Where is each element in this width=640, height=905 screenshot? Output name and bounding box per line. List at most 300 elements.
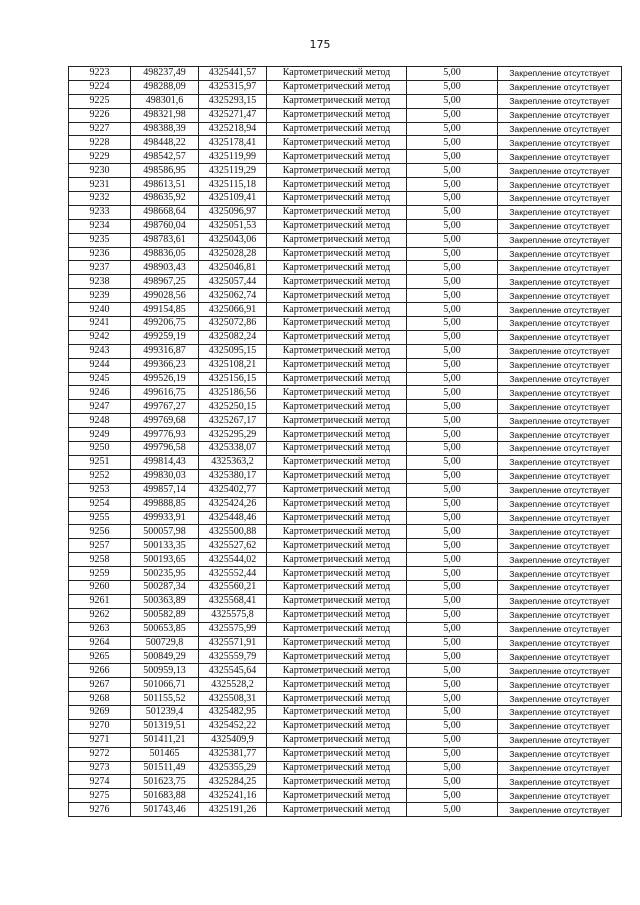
- x-coordinate-cell: 499028,56: [131, 289, 199, 303]
- fixation-note-cell: Закрепление отсутствует: [498, 247, 622, 261]
- table-row: [69, 330, 622, 344]
- table-row: [69, 553, 622, 567]
- fixation-note-cell: Закрепление отсутствует: [498, 803, 622, 817]
- x-coordinate-cell: 500057,98: [131, 525, 199, 539]
- y-coordinate-cell: 4325315,97: [199, 80, 267, 94]
- accuracy-cell: 5,00: [407, 122, 498, 136]
- table-row: [69, 455, 622, 469]
- point-number-cell: 9273: [69, 761, 131, 775]
- fixation-note-cell: Закрепление отсутствует: [498, 705, 622, 719]
- y-coordinate-cell: 4325108,21: [199, 358, 267, 372]
- x-coordinate-cell: 500133,35: [131, 539, 199, 553]
- x-coordinate-cell: 500363,89: [131, 594, 199, 608]
- fixation-note-cell: Закрепление отсутствует: [498, 442, 622, 456]
- point-number-cell: 9272: [69, 747, 131, 761]
- point-number-cell: 9226: [69, 108, 131, 122]
- y-coordinate-cell: 4325482,95: [199, 705, 267, 719]
- coordinates-table: [68, 66, 622, 817]
- point-number-cell: 9265: [69, 650, 131, 664]
- point-number-cell: 9231: [69, 178, 131, 192]
- method-cell: Картометрический метод: [267, 455, 407, 469]
- table-row: [69, 803, 622, 817]
- method-cell: Картометрический метод: [267, 122, 407, 136]
- x-coordinate-cell: 500193,65: [131, 553, 199, 567]
- table-row: [69, 358, 622, 372]
- x-coordinate-cell: 500959,13: [131, 664, 199, 678]
- fixation-note-cell: Закрепление отсутствует: [498, 692, 622, 706]
- table-row: [69, 678, 622, 692]
- method-cell: Картометрический метод: [267, 205, 407, 219]
- method-cell: Картометрический метод: [267, 108, 407, 122]
- y-coordinate-cell: 4325363,2: [199, 455, 267, 469]
- fixation-note-cell: Закрепление отсутствует: [498, 719, 622, 733]
- accuracy-cell: 5,00: [407, 372, 498, 386]
- fixation-note-cell: Закрепление отсутствует: [498, 400, 622, 414]
- method-cell: Картометрический метод: [267, 803, 407, 817]
- fixation-note-cell: Закрепление отсутствует: [498, 789, 622, 803]
- fixation-note-cell: Закрепление отсутствует: [498, 164, 622, 178]
- y-coordinate-cell: 4325156,15: [199, 372, 267, 386]
- table-row: [69, 705, 622, 719]
- point-number-cell: 9264: [69, 636, 131, 650]
- accuracy-cell: 5,00: [407, 567, 498, 581]
- method-cell: Картометрический метод: [267, 164, 407, 178]
- method-cell: Картометрический метод: [267, 414, 407, 428]
- x-coordinate-cell: 501743,46: [131, 803, 199, 817]
- point-number-cell: 9266: [69, 664, 131, 678]
- y-coordinate-cell: 4325082,24: [199, 330, 267, 344]
- x-coordinate-cell: 500653,85: [131, 622, 199, 636]
- method-cell: Картометрический метод: [267, 247, 407, 261]
- accuracy-cell: 5,00: [407, 428, 498, 442]
- accuracy-cell: 5,00: [407, 178, 498, 192]
- point-number-cell: 9249: [69, 428, 131, 442]
- table-row: [69, 386, 622, 400]
- method-cell: Картометрический метод: [267, 344, 407, 358]
- x-coordinate-cell: 499857,14: [131, 483, 199, 497]
- y-coordinate-cell: 4325250,15: [199, 400, 267, 414]
- table-row: [69, 122, 622, 136]
- fixation-note-cell: Закрепление отсутствует: [498, 344, 622, 358]
- fixation-note-cell: Закрепление отсутствует: [498, 330, 622, 344]
- accuracy-cell: 5,00: [407, 594, 498, 608]
- accuracy-cell: 5,00: [407, 344, 498, 358]
- y-coordinate-cell: 4325043,06: [199, 233, 267, 247]
- method-cell: Картометрический метод: [267, 622, 407, 636]
- point-number-cell: 9242: [69, 330, 131, 344]
- y-coordinate-cell: 4325028,28: [199, 247, 267, 261]
- x-coordinate-cell: 501319,51: [131, 719, 199, 733]
- x-coordinate-cell: 501239,4: [131, 705, 199, 719]
- fixation-note-cell: Закрепление отсутствует: [498, 122, 622, 136]
- y-coordinate-cell: 4325046,81: [199, 261, 267, 275]
- fixation-note-cell: Закрепление отсутствует: [498, 483, 622, 497]
- accuracy-cell: 5,00: [407, 469, 498, 483]
- point-number-cell: 9239: [69, 289, 131, 303]
- point-number-cell: 9244: [69, 358, 131, 372]
- fixation-note-cell: Закрепление отсутствует: [498, 108, 622, 122]
- method-cell: Картометрический метод: [267, 94, 407, 108]
- accuracy-cell: 5,00: [407, 622, 498, 636]
- point-number-cell: 9267: [69, 678, 131, 692]
- fixation-note-cell: Закрепление отсутствует: [498, 511, 622, 525]
- table-row: [69, 636, 622, 650]
- point-number-cell: 9274: [69, 775, 131, 789]
- table-row: [69, 608, 622, 622]
- method-cell: Картометрический метод: [267, 483, 407, 497]
- method-cell: Картометрический метод: [267, 80, 407, 94]
- fixation-note-cell: Закрепление отсутствует: [498, 289, 622, 303]
- accuracy-cell: 5,00: [407, 414, 498, 428]
- table-row: [69, 775, 622, 789]
- table-row: [69, 317, 622, 331]
- x-coordinate-cell: 501683,88: [131, 789, 199, 803]
- point-number-cell: 9233: [69, 205, 131, 219]
- y-coordinate-cell: 4325527,62: [199, 539, 267, 553]
- x-coordinate-cell: 500235,95: [131, 567, 199, 581]
- point-number-cell: 9271: [69, 733, 131, 747]
- y-coordinate-cell: 4325057,44: [199, 275, 267, 289]
- accuracy-cell: 5,00: [407, 608, 498, 622]
- method-cell: Картометрический метод: [267, 428, 407, 442]
- accuracy-cell: 5,00: [407, 261, 498, 275]
- accuracy-cell: 5,00: [407, 525, 498, 539]
- accuracy-cell: 5,00: [407, 442, 498, 456]
- accuracy-cell: 5,00: [407, 511, 498, 525]
- point-number-cell: 9227: [69, 122, 131, 136]
- fixation-note-cell: Закрепление отсутствует: [498, 594, 622, 608]
- y-coordinate-cell: 4325338,07: [199, 442, 267, 456]
- accuracy-cell: 5,00: [407, 803, 498, 817]
- accuracy-cell: 5,00: [407, 400, 498, 414]
- table-row: [69, 275, 622, 289]
- point-number-cell: 9270: [69, 719, 131, 733]
- method-cell: Картометрический метод: [267, 705, 407, 719]
- y-coordinate-cell: 4325508,31: [199, 692, 267, 706]
- point-number-cell: 9259: [69, 567, 131, 581]
- table-row: [69, 247, 622, 261]
- x-coordinate-cell: 500849,29: [131, 650, 199, 664]
- table-row: [69, 539, 622, 553]
- fixation-note-cell: Закрепление отсутствует: [498, 261, 622, 275]
- method-cell: Картометрический метод: [267, 678, 407, 692]
- y-coordinate-cell: 4325115,18: [199, 178, 267, 192]
- x-coordinate-cell: 499814,43: [131, 455, 199, 469]
- table-row: [69, 108, 622, 122]
- table-row: [69, 192, 622, 206]
- accuracy-cell: 5,00: [407, 650, 498, 664]
- point-number-cell: 9255: [69, 511, 131, 525]
- x-coordinate-cell: 498613,51: [131, 178, 199, 192]
- method-cell: Картометрический метод: [267, 664, 407, 678]
- accuracy-cell: 5,00: [407, 317, 498, 331]
- coordinates-table-body: [69, 67, 622, 817]
- table-row: [69, 664, 622, 678]
- x-coordinate-cell: 498760,04: [131, 219, 199, 233]
- y-coordinate-cell: 4325191,26: [199, 803, 267, 817]
- fixation-note-cell: Закрепление отсутствует: [498, 539, 622, 553]
- point-number-cell: 9247: [69, 400, 131, 414]
- y-coordinate-cell: 4325559,79: [199, 650, 267, 664]
- point-number-cell: 9261: [69, 594, 131, 608]
- accuracy-cell: 5,00: [407, 636, 498, 650]
- table-row: [69, 344, 622, 358]
- y-coordinate-cell: 4325575,8: [199, 608, 267, 622]
- table-row: [69, 594, 622, 608]
- y-coordinate-cell: 4325241,16: [199, 789, 267, 803]
- method-cell: Картометрический метод: [267, 150, 407, 164]
- table-row: [69, 428, 622, 442]
- accuracy-cell: 5,00: [407, 192, 498, 206]
- point-number-cell: 9229: [69, 150, 131, 164]
- method-cell: Картометрический метод: [267, 330, 407, 344]
- method-cell: Картометрический метод: [267, 303, 407, 317]
- method-cell: Картометрический метод: [267, 442, 407, 456]
- y-coordinate-cell: 4325218,94: [199, 122, 267, 136]
- fixation-note-cell: Закрепление отсутствует: [498, 678, 622, 692]
- fixation-note-cell: Закрепление отсутствует: [498, 636, 622, 650]
- y-coordinate-cell: 4325528,2: [199, 678, 267, 692]
- y-coordinate-cell: 4325293,15: [199, 94, 267, 108]
- x-coordinate-cell: 501511,49: [131, 761, 199, 775]
- method-cell: Картометрический метод: [267, 567, 407, 581]
- table-row: [69, 733, 622, 747]
- accuracy-cell: 5,00: [407, 136, 498, 150]
- method-cell: Картометрический метод: [267, 358, 407, 372]
- table-row: [69, 303, 622, 317]
- y-coordinate-cell: 4325381,77: [199, 747, 267, 761]
- y-coordinate-cell: 4325271,47: [199, 108, 267, 122]
- fixation-note-cell: Закрепление отсутствует: [498, 136, 622, 150]
- y-coordinate-cell: 4325355,29: [199, 761, 267, 775]
- y-coordinate-cell: 4325409,9: [199, 733, 267, 747]
- method-cell: Картометрический метод: [267, 580, 407, 594]
- fixation-note-cell: Закрепление отсутствует: [498, 775, 622, 789]
- point-number-cell: 9252: [69, 469, 131, 483]
- method-cell: Картометрический метод: [267, 511, 407, 525]
- accuracy-cell: 5,00: [407, 386, 498, 400]
- table-row: [69, 511, 622, 525]
- y-coordinate-cell: 4325178,41: [199, 136, 267, 150]
- accuracy-cell: 5,00: [407, 775, 498, 789]
- point-number-cell: 9276: [69, 803, 131, 817]
- y-coordinate-cell: 4325568,41: [199, 594, 267, 608]
- fixation-note-cell: Закрепление отсутствует: [498, 275, 622, 289]
- table-row: [69, 580, 622, 594]
- table-row: [69, 372, 622, 386]
- y-coordinate-cell: 4325066,91: [199, 303, 267, 317]
- x-coordinate-cell: 501623,75: [131, 775, 199, 789]
- fixation-note-cell: Закрепление отсутствует: [498, 219, 622, 233]
- x-coordinate-cell: 499888,85: [131, 497, 199, 511]
- method-cell: Картометрический метод: [267, 692, 407, 706]
- fixation-note-cell: Закрепление отсутствует: [498, 761, 622, 775]
- y-coordinate-cell: 4325424,26: [199, 497, 267, 511]
- y-coordinate-cell: 4325119,29: [199, 164, 267, 178]
- method-cell: Картометрический метод: [267, 386, 407, 400]
- y-coordinate-cell: 4325295,29: [199, 428, 267, 442]
- accuracy-cell: 5,00: [407, 664, 498, 678]
- x-coordinate-cell: 498783,61: [131, 233, 199, 247]
- x-coordinate-cell: 500582,89: [131, 608, 199, 622]
- fixation-note-cell: Закрепление отсутствует: [498, 553, 622, 567]
- method-cell: Картометрический метод: [267, 275, 407, 289]
- point-number-cell: 9232: [69, 192, 131, 206]
- fixation-note-cell: Закрепление отсутствует: [498, 317, 622, 331]
- fixation-note-cell: Закрепление отсутствует: [498, 94, 622, 108]
- point-number-cell: 9258: [69, 553, 131, 567]
- accuracy-cell: 5,00: [407, 761, 498, 775]
- accuracy-cell: 5,00: [407, 247, 498, 261]
- point-number-cell: 9235: [69, 233, 131, 247]
- y-coordinate-cell: 4325448,46: [199, 511, 267, 525]
- table-row: [69, 497, 622, 511]
- y-coordinate-cell: 4325560,21: [199, 580, 267, 594]
- fixation-note-cell: Закрепление отсутствует: [498, 747, 622, 761]
- point-number-cell: 9250: [69, 442, 131, 456]
- point-number-cell: 9254: [69, 497, 131, 511]
- y-coordinate-cell: 4325575,99: [199, 622, 267, 636]
- table-row: [69, 136, 622, 150]
- accuracy-cell: 5,00: [407, 705, 498, 719]
- accuracy-cell: 5,00: [407, 303, 498, 317]
- table-row: [69, 567, 622, 581]
- fixation-note-cell: Закрепление отсутствует: [498, 192, 622, 206]
- y-coordinate-cell: 4325284,25: [199, 775, 267, 789]
- point-number-cell: 9228: [69, 136, 131, 150]
- y-coordinate-cell: 4325500,88: [199, 525, 267, 539]
- fixation-note-cell: Закрепление отсутствует: [498, 150, 622, 164]
- fixation-note-cell: Закрепление отсутствует: [498, 664, 622, 678]
- table-row: [69, 747, 622, 761]
- point-number-cell: 9243: [69, 344, 131, 358]
- x-coordinate-cell: 499616,75: [131, 386, 199, 400]
- x-coordinate-cell: 501066,71: [131, 678, 199, 692]
- method-cell: Картометрический метод: [267, 719, 407, 733]
- fixation-note-cell: Закрепление отсутствует: [498, 414, 622, 428]
- x-coordinate-cell: 499259,19: [131, 330, 199, 344]
- y-coordinate-cell: 4325095,15: [199, 344, 267, 358]
- x-coordinate-cell: 498237,49: [131, 67, 199, 81]
- y-coordinate-cell: 4325380,17: [199, 469, 267, 483]
- table-row: [69, 289, 622, 303]
- x-coordinate-cell: 499776,93: [131, 428, 199, 442]
- table-row: [69, 164, 622, 178]
- point-number-cell: 9236: [69, 247, 131, 261]
- accuracy-cell: 5,00: [407, 275, 498, 289]
- point-number-cell: 9245: [69, 372, 131, 386]
- y-coordinate-cell: 4325545,64: [199, 664, 267, 678]
- point-number-cell: 9260: [69, 580, 131, 594]
- accuracy-cell: 5,00: [407, 330, 498, 344]
- fixation-note-cell: Закрепление отсутствует: [498, 233, 622, 247]
- accuracy-cell: 5,00: [407, 358, 498, 372]
- point-number-cell: 9224: [69, 80, 131, 94]
- y-coordinate-cell: 4325544,02: [199, 553, 267, 567]
- table-row: [69, 400, 622, 414]
- method-cell: Картометрический метод: [267, 400, 407, 414]
- x-coordinate-cell: 499796,58: [131, 442, 199, 456]
- x-coordinate-cell: 501411,21: [131, 733, 199, 747]
- fixation-note-cell: Закрепление отсутствует: [498, 608, 622, 622]
- point-number-cell: 9234: [69, 219, 131, 233]
- table-row: [69, 219, 622, 233]
- method-cell: Картометрический метод: [267, 608, 407, 622]
- table-row: [69, 233, 622, 247]
- point-number-cell: 9262: [69, 608, 131, 622]
- y-coordinate-cell: 4325571,91: [199, 636, 267, 650]
- point-number-cell: 9269: [69, 705, 131, 719]
- method-cell: Картометрический метод: [267, 650, 407, 664]
- x-coordinate-cell: 498635,92: [131, 192, 199, 206]
- point-number-cell: 9248: [69, 414, 131, 428]
- table-row: [69, 692, 622, 706]
- accuracy-cell: 5,00: [407, 80, 498, 94]
- x-coordinate-cell: 499769,68: [131, 414, 199, 428]
- x-coordinate-cell: 499154,85: [131, 303, 199, 317]
- table-row: [69, 150, 622, 164]
- table-row: [69, 650, 622, 664]
- y-coordinate-cell: 4325051,53: [199, 219, 267, 233]
- point-number-cell: 9240: [69, 303, 131, 317]
- table-row: [69, 761, 622, 775]
- fixation-note-cell: Закрепление отсутствует: [498, 567, 622, 581]
- fixation-note-cell: Закрепление отсутствует: [498, 358, 622, 372]
- point-number-cell: 9256: [69, 525, 131, 539]
- x-coordinate-cell: 499206,75: [131, 317, 199, 331]
- accuracy-cell: 5,00: [407, 455, 498, 469]
- method-cell: Картометрический метод: [267, 317, 407, 331]
- x-coordinate-cell: 498542,57: [131, 150, 199, 164]
- point-number-cell: 9251: [69, 455, 131, 469]
- fixation-note-cell: Закрепление отсутствует: [498, 455, 622, 469]
- point-number-cell: 9238: [69, 275, 131, 289]
- table-row: [69, 94, 622, 108]
- x-coordinate-cell: 498903,43: [131, 261, 199, 275]
- fixation-note-cell: Закрепление отсутствует: [498, 372, 622, 386]
- y-coordinate-cell: 4325109,41: [199, 192, 267, 206]
- fixation-note-cell: Закрепление отсутствует: [498, 386, 622, 400]
- fixation-note-cell: Закрепление отсутствует: [498, 178, 622, 192]
- point-number-cell: 9246: [69, 386, 131, 400]
- y-coordinate-cell: 4325552,44: [199, 567, 267, 581]
- fixation-note-cell: Закрепление отсутствует: [498, 67, 622, 81]
- accuracy-cell: 5,00: [407, 94, 498, 108]
- y-coordinate-cell: 4325072,86: [199, 317, 267, 331]
- accuracy-cell: 5,00: [407, 150, 498, 164]
- point-number-cell: 9263: [69, 622, 131, 636]
- fixation-note-cell: Закрепление отсутствует: [498, 469, 622, 483]
- accuracy-cell: 5,00: [407, 553, 498, 567]
- accuracy-cell: 5,00: [407, 289, 498, 303]
- x-coordinate-cell: 501155,52: [131, 692, 199, 706]
- table-row: [69, 205, 622, 219]
- accuracy-cell: 5,00: [407, 108, 498, 122]
- accuracy-cell: 5,00: [407, 205, 498, 219]
- y-coordinate-cell: 4325402,77: [199, 483, 267, 497]
- method-cell: Картометрический метод: [267, 636, 407, 650]
- method-cell: Картометрический метод: [267, 761, 407, 775]
- method-cell: Картометрический метод: [267, 539, 407, 553]
- fixation-note-cell: Закрепление отсутствует: [498, 303, 622, 317]
- point-number-cell: 9275: [69, 789, 131, 803]
- method-cell: Картометрический метод: [267, 289, 407, 303]
- fixation-note-cell: Закрепление отсутствует: [498, 80, 622, 94]
- accuracy-cell: 5,00: [407, 233, 498, 247]
- table-row: [69, 469, 622, 483]
- accuracy-cell: 5,00: [407, 580, 498, 594]
- method-cell: Картометрический метод: [267, 775, 407, 789]
